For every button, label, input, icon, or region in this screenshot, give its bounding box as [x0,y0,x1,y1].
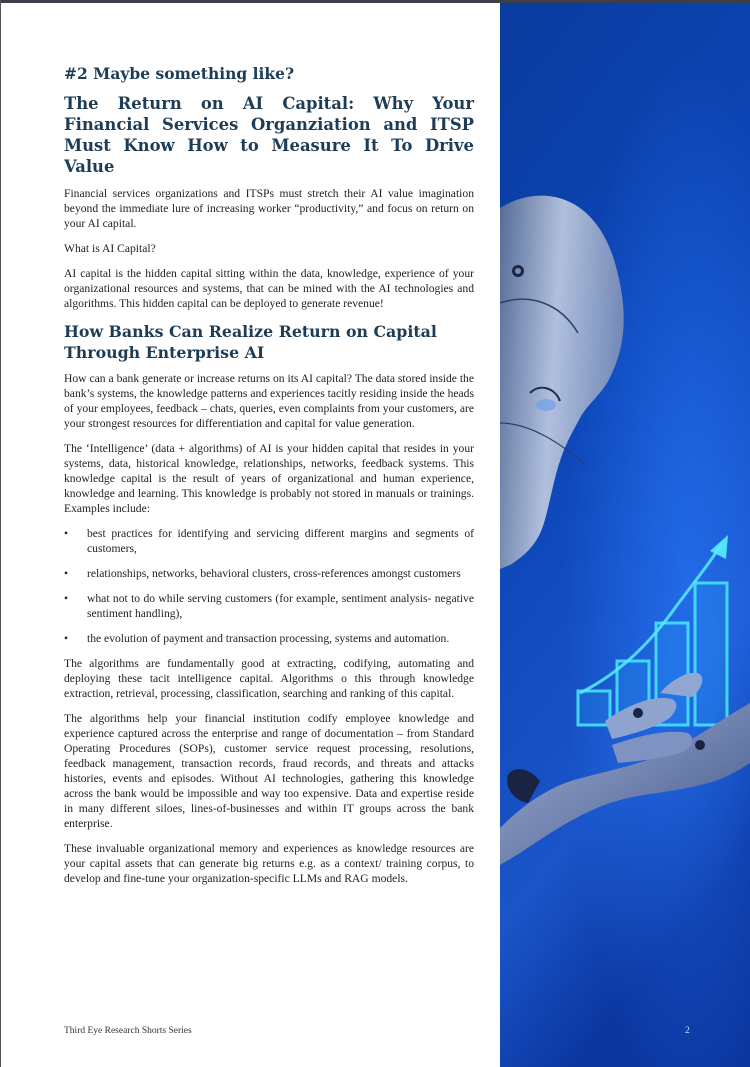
bullet-icon: • [64,527,69,540]
list-item [64,526,474,556]
intro-paragraph-1: Financial services organizations and ITSPs must stretch their AI value imagination beyond the immediate lure of increasing worker “productivity,” and focus on return on your AI capital. [64,187,474,230]
intro-paragraph-2: AI capital is the hidden capital sitting within the data, knowledge, experience of your organizational resources and systems, that can be mined with the AI technologies and algorithms. This hidden capital can be deployed to generate revenue! [64,267,474,310]
section-paragraph-1: How can a bank generate or increase returns on its AI capital? The data stored inside the bank’s systems, the knowledge patterns and experiences tacitly residing inside the heads of your employees, feedback – chats, queries, even complaints from your customers, are your strongest resources for differentiation and capital for value generation. [64,372,474,430]
bullet-icon: • [64,592,69,605]
intro-question: What is AI Capital? [64,242,156,255]
examples-list [64,526,474,646]
page-left-border [0,0,1,1067]
list-item [64,591,474,621]
list-item [64,631,474,646]
page-text-column [64,64,474,896]
document-title: The Return on AI Capital: Why Your Financial Services Organziation and ITSP Must Know How to Measure It To Drive Value [64,94,474,176]
list-item-text: what not to do while serving customers (for example, sentiment analysis- negative sentiment handling), [87,592,474,620]
footer-series-label: Third Eye Research Shorts Series [64,1026,192,1036]
list-item [64,566,474,581]
subheading: #2 Maybe something like? [64,64,295,83]
list-item-text: relationships, networks, behavioral clusters, cross-references amongst customers [87,567,461,580]
robot-with-growth-chart-illustration [500,3,750,1067]
list-item-text: best practices for identifying and servicing different margins and segments of customers, [87,527,474,555]
after-paragraph-2: The algorithms help your financial institution codify employee knowledge and experience captured across the enterprise and range of documentation – from Standard Operating Procedures (SOPs), customer service request processing, resolutions, feedback management, transaction records, fraud records, and threats and attacks histories, events and episodes. Without AI technologies, gathering this knowledge across the bank would be impossible and way too expensive. Data and expertise reside in many different siloes, lines-of-businesses and within IT groups across the bank enterprise. [64,712,474,830]
page-number: 2 [685,1026,690,1036]
bullet-icon: • [64,567,69,580]
after-paragraph-1: The algorithms are fundamentally good at extracting, codifying, automating and deploying these tacit intelligence capital. Algorithms o this through knowledge extraction, retrieval, processing, classification, searching and ranking of this capital. [64,657,474,700]
bullet-icon: • [64,632,69,645]
section-paragraph-2: The ‘Intelligence’ (data + algorithms) of AI is your hidden capital that resides in your systems, data, historical knowledge, relationships, networks, feedback systems. This knowledge capital is the result of years of organizational and human experience, knowledge and learning. This knowledge is probably not stored in manuals or trainings. Examples include: [64,442,474,515]
list-item-text: the evolution of payment and transaction processing, systems and automation. [87,632,450,645]
after-paragraph-3: These invaluable organizational memory and experiences as knowledge resources are your capital assets that can generate big returns e.g. as a context/ training corpus, to develop and fine-tune your organization-specific LLMs and RAG models. [64,842,474,885]
section-heading: How Banks Can Realize Return on Capital Through Enterprise AI [64,322,437,362]
